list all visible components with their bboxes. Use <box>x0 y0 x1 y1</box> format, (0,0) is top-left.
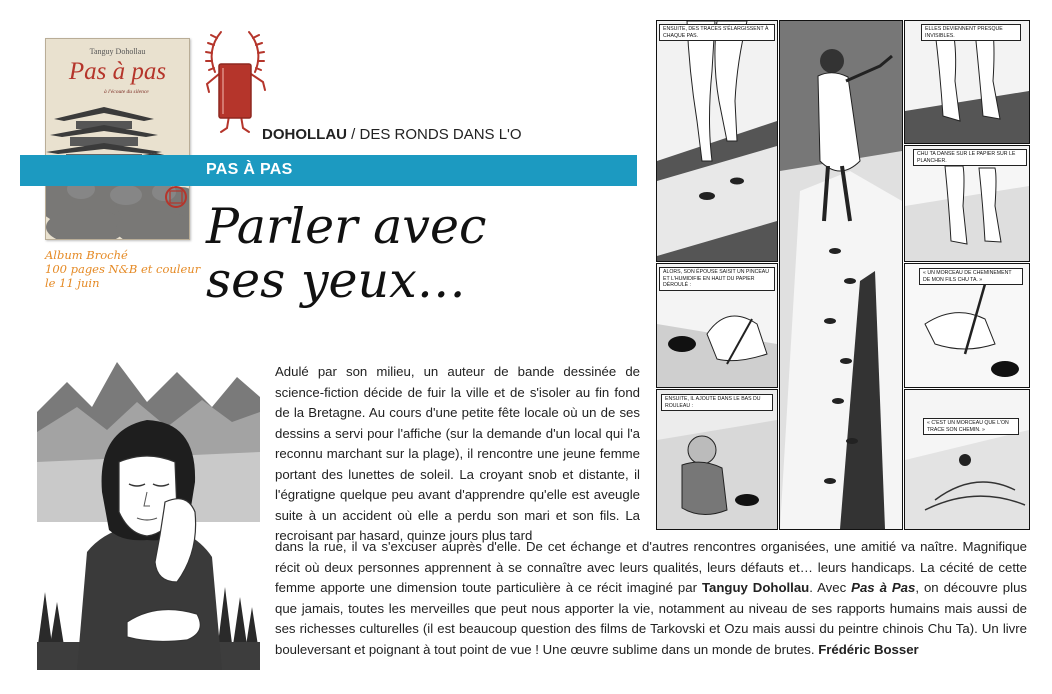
comic-panel-5 <box>656 263 778 388</box>
comic-caption-4: ALORS, SON ÉPOUSE SAISIT UN PINCEAU ET L'HUMIDIFIE EN HAUT DU PAPIER DÉROULÉ : <box>659 267 775 291</box>
comic-panel-6 <box>904 263 1030 388</box>
comic-panel-1 <box>656 20 778 262</box>
article-paragraph-top: Adulé par son milieu, un auteur de bande dessinée de science-fiction décide de fuir la ville et de s'isoler au fin fond de la Bretagne. Au cours d'une petite fête locale où un de ses dessins a servi pour l'affiche (sur la demande d'un local qui l'a reconnu marchant sur la plage), il rencontre une jeune femme portant des lunettes de soleil. La croyant snob et distante, il l'égratigne quelque peu avant d'apprendre qu'elle est aveugle suite à un accident où elle a perdu son mari et son fils. La recroisant par hasard, quinze jours plus tard <box>275 364 640 543</box>
comic-panel-8 <box>904 389 1030 530</box>
headline <box>206 200 626 308</box>
comic-caption-1: ENSUITE, DES TRACES S'ÉLARGISSENT À CHAQUE PAS. <box>659 24 775 41</box>
book-cover <box>45 38 190 240</box>
comic-page <box>654 18 1030 530</box>
cover-subtitle: à l'écoute du silence <box>104 89 149 95</box>
comic-caption-6: ENSUITE, IL AJOUTE DANS LE BAS DU ROULEAU : <box>661 394 773 411</box>
kicker-author: DOHOLLAU <box>262 126 347 143</box>
album-pages: 100 pages N&B et couleur <box>45 262 201 276</box>
cover-title: Pas à pas <box>68 58 167 85</box>
comic-caption-5: « UN MORCEAU DE CHEMINEMENT DE MON FILS CHU TA. » <box>919 268 1023 285</box>
album-release-date: le 11 juin <box>45 276 100 290</box>
article-text-c: , on découvre plus que jamais, toutes les merveilles que peut nous apporter la vie, notamment au niveau de ses rapports humains mais aussi de ses richesses culturelles (il est beaucoup question des films de Tarkovski et Ozu mais aussi du peintre chinois Chu Ta). Un livre bouleversant et poignant à tout point de vue ! Une œuvre sublime dans un monde de brutes. <box>275 580 1027 657</box>
article-author-name: Tanguy Dohollau <box>701 580 810 595</box>
book-mascot-icon <box>199 28 271 138</box>
headline-line-2: ses yeux… <box>206 252 466 309</box>
album-info <box>45 248 201 290</box>
comic-panel-3 <box>904 20 1030 144</box>
album-format: Album Broché <box>45 248 128 262</box>
headline-line-1: Parler avec <box>206 198 487 255</box>
kicker-publisher: DES RONDS DANS L'O <box>359 126 522 143</box>
article-text-b: . Avec <box>809 580 852 595</box>
article-body-top <box>275 362 640 547</box>
comic-caption-3: CHU TA DANSE SUR LE PAPIER SUR LE PLANCHER. <box>913 149 1027 166</box>
kicker <box>262 126 522 143</box>
article-signature: Frédéric Bosser <box>818 641 919 657</box>
comic-panel-7 <box>656 389 778 530</box>
comic-caption-7: « C'EST UN MORCEAU QUE L'ON TRACE SON CHEMIN. » <box>923 418 1019 435</box>
comic-panel-4 <box>904 145 1030 262</box>
kicker-separator: / <box>347 126 360 143</box>
comic-panel-2 <box>779 20 903 530</box>
section-label: PAS À PAS <box>206 161 293 178</box>
article-text-a: dans la rue, il va s'excuser auprès d'elle. De cet échange et d'autres rencontres organisées, une amitié va naître. Magnifique récit où deux personnes apprennent à se connaître avec leurs qualités, leurs défauts et… leurs handicaps. La cécité de cette femme apporte une dimension toute particulière à ce récit imaginé par <box>275 539 1027 595</box>
article-paragraph-bottom <box>275 537 1027 660</box>
article-body-bottom <box>275 537 1027 660</box>
comic-panel-8-art <box>905 390 1029 529</box>
comic-caption-2: ELLES DEVIENNENT PRESQUE INVISIBLES. <box>921 24 1021 41</box>
comic-panel-1-art <box>657 21 777 261</box>
section-band <box>20 155 637 186</box>
article-book-title: Pas à Pas <box>851 580 916 595</box>
portrait-illustration <box>37 352 260 670</box>
comic-panel-2-art <box>780 21 902 529</box>
cover-author: Tanguy Dohollau <box>89 47 146 56</box>
